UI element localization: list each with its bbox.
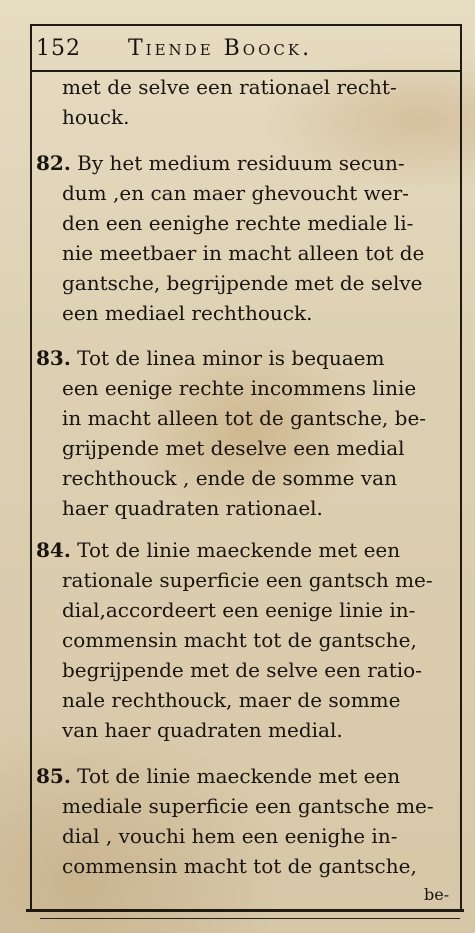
- proposition-line: nie meetbaer in macht alleen tot de: [62, 241, 425, 265]
- proposition-line: gantsche, begrijpende met de selve: [62, 271, 423, 295]
- proposition-number: 84.: [36, 538, 71, 562]
- proposition-82: [36, 149, 405, 178]
- proposition-line: een eenige rechte incommens linie: [62, 376, 417, 400]
- bottom-rule-thin: [40, 918, 460, 919]
- proposition-line: commensin macht tot de gantsche,: [62, 854, 417, 878]
- proposition-line: rationale superficie een gantsch me-: [62, 568, 433, 592]
- proposition-line: grijpende met deselve een medial: [62, 436, 405, 460]
- proposition-line: commensin macht tot de gantsche,: [62, 628, 417, 652]
- proposition-line: nale rechthouck, maer de somme: [62, 688, 401, 712]
- proposition-line: van haer quadraten medial.: [62, 718, 343, 742]
- proposition-line: rechthouck , ende de somme van: [62, 466, 397, 490]
- proposition-line: in macht alleen tot de gantsche, be-: [62, 406, 427, 430]
- proposition-line: begrijpende met de selve een ratio-: [62, 658, 422, 682]
- proposition-line: haer quadraten rationael.: [62, 496, 323, 520]
- proposition-line: mediale superficie een gantsche me-: [62, 794, 434, 818]
- running-head: [36, 30, 456, 66]
- proposition-number: 82.: [36, 151, 71, 175]
- continuation-line: houck.: [62, 105, 130, 129]
- running-title: Tiende Boock.: [128, 35, 313, 61]
- proposition-line: Tot de linea minor is bequaem: [77, 346, 385, 370]
- proposition-line: By het medium residuum secun-: [77, 151, 405, 175]
- catchword: be-: [424, 885, 450, 904]
- frame-right-rule: [460, 24, 462, 909]
- proposition-line: Tot de linie maeckende met een: [77, 764, 401, 788]
- proposition-84: [36, 536, 400, 565]
- proposition-83: [36, 344, 384, 373]
- proposition-number: 83.: [36, 346, 71, 370]
- proposition-line: dial , vouchi hem een eenighe in-: [62, 824, 398, 848]
- bottom-rule: [26, 909, 464, 912]
- proposition-line: een mediael rechthouck.: [62, 301, 313, 325]
- proposition-line: dial,accordeert een eenige linie in-: [62, 598, 416, 622]
- header-bottom-rule: [30, 70, 462, 72]
- proposition-line: den een eenighe rechte mediale li-: [62, 211, 414, 235]
- continuation-line: met de selve een rationael recht-: [62, 75, 397, 99]
- proposition-85: [36, 762, 400, 791]
- frame-left-rule: [30, 24, 32, 909]
- proposition-line: Tot de linie maeckende met een: [77, 538, 401, 562]
- proposition-number: 85.: [36, 764, 71, 788]
- page-number: 152: [36, 35, 81, 61]
- proposition-line: dum ,en can maer ghevoucht wer-: [62, 181, 409, 205]
- header-top-rule: [30, 24, 462, 26]
